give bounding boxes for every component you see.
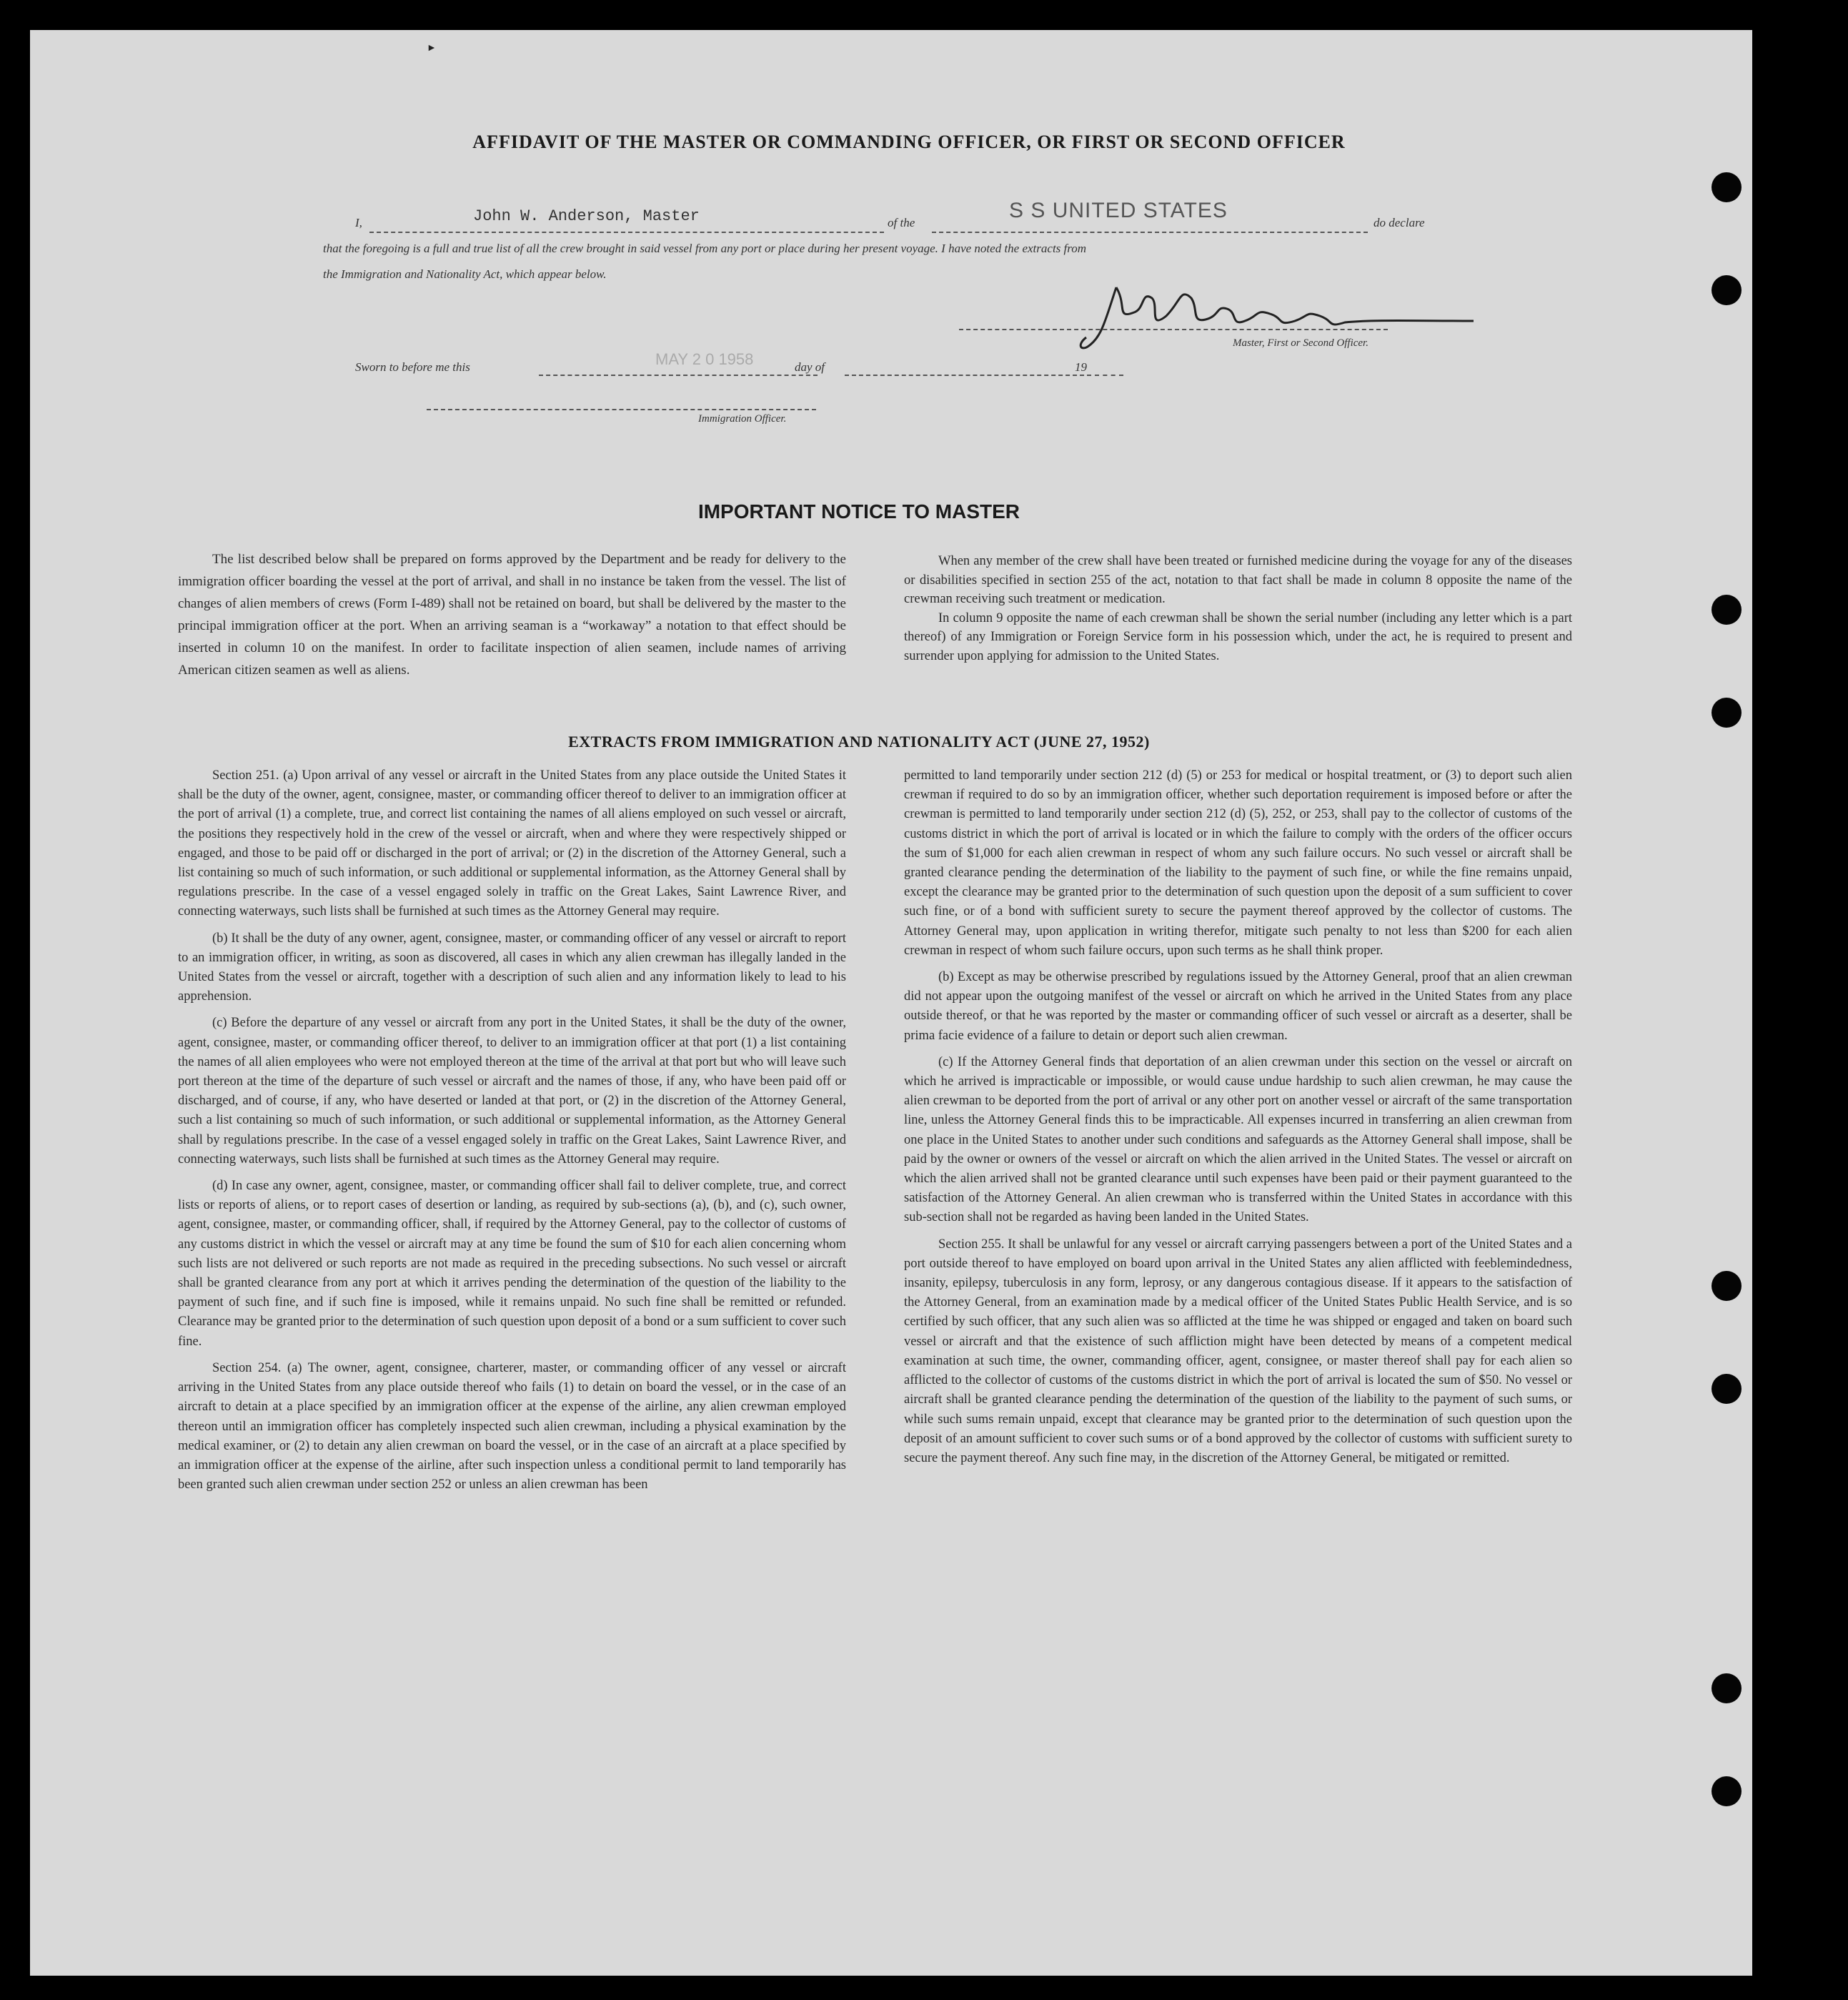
binder-hole [1712, 1776, 1742, 1806]
date-stamp: MAY 2 0 1958 [655, 350, 754, 368]
extracts-left-column [178, 766, 846, 1502]
binder-hole [1712, 1374, 1742, 1404]
declaration-mid: of the [888, 216, 915, 229]
vessel-name: S S UNITED STATES [1009, 199, 1228, 222]
binder-hole [1712, 275, 1742, 305]
sworn-prefix: Sworn to before me this [355, 360, 470, 374]
name-line [369, 232, 884, 233]
master-name: John W. Anderson, Master [473, 207, 700, 225]
section-254-a: Section 254. (a) The owner, agent, consignee, charterer, master, or commanding officer of any vessel or aircraft arriving in the United States from any place outside thereof who fails (1) to detain on board the vessel, or in the case of an aircraft to detain at a place specified by an immigration officer at the expense of the airline, any alien crewman employed thereon until an immigration officer has completely inspected such alien crewman, including a physical examination by the medical examiner, or (2) to detain any alien crewman on board the vessel, or in the case of an aircraft at a place specified by an immigration officer at the expense of the airline, after such inspection unless a conditional permit to land temporarily has been granted such alien crewman under section 252 or unless an alien crewman has been [178, 1360, 846, 1492]
binder-hole [1712, 172, 1742, 202]
section-251-c: (c) Before the departure of any vessel or aircraft from any port in the United States, it shall be the duty of the owner, agent, consignee, master, or commanding officer thereof, to deliver to an immigration officer at that port (1) a list containing the names of all alien employees who were not employed thereon at the time of the arrival at that port but who will leave such port thereon at the time of the departure of such vessel or aircraft and the names of those, if any, who have been paid off or discharged, and of course, if any, who have deserted or landed at that port, or (2) in the discretion of the Attorney General, such a list containing so much of such information, or such additional or supplemental information, as the Attorney General shall by regulations prescribe. In the case of a vessel engaged solely in traffic on the Great Lakes, Saint Lawrence River, and connecting waterways, such lists shall be furnished at such times as the Attorney General may require. [178, 1016, 846, 1167]
declaration-line3: the Immigration and Nationality Act, which appear below. [323, 267, 607, 281]
sworn-day: day of [795, 360, 825, 374]
extracts-right-column [904, 766, 1572, 1475]
vessel-line [932, 232, 1368, 233]
officer-line [427, 409, 816, 410]
sworn-month-line [845, 375, 1091, 376]
declaration-line2: that the foregoing is a full and true list of all the crew brought in said vessel from any port or place during her present voyage. I have noted the extracts from [323, 242, 1087, 255]
binder-hole [1712, 698, 1742, 728]
section-254-a-cont: permitted to land temporarily under section 212 (d) (5) or 253 for medical or hospital treatment, or (3) to deport such alien crewman if required to do so by an immigration officer, whether such deportation requirement is imposed before or after the crewman is permitted to land temporarily under section 212 (d) (5), 252, or 253, shall pay to the collector of customs of the customs district in which the port of arrival is located or in which the failure to comply with the orders of the officer occurs the sum of $1,000 for each alien crewman in respect of whom any such failure occurs. No such vessel or aircraft shall be granted clearance pending the determination of the liability to the payment of such fine, or while the fine remains unpaid, except the clearance may be granted prior to the determination of such question upon the deposit of a sum sufficient to cover such fine, or of a bond with sufficient surety to secure the payment thereof approved by the collector of customs. The Attorney General may, upon application in writing therefor, mitigate such penalty to not less than $200 for each alien crewman in respect of whom such failure occurs, upon such terms as he shall think proper. [904, 768, 1572, 958]
sworn-date-line [539, 375, 818, 376]
declaration-suffix: do declare [1373, 216, 1425, 229]
section-251-a: Section 251. (a) Upon arrival of any vessel or aircraft in the United States from any place outside the United States it shall be the duty of the owner, agent, consignee, master, or commanding officer thereof to deliver to an immigration officer at the port of arrival (1) a complete, true, and correct list containing the names of all aliens employed on such vessel or aircraft, the positions they respectively hold in the crew of the vessel or aircraft, when and where they were respectively shipped or engaged, and those to be paid off or discharged in the port of arrival; or (2) in the discretion of the Attorney General, such a list containing so much of such information, or such additional or supplemental information, as the Attorney General shall by regulations prescribe. In the case of a vessel engaged solely in traffic on the Great Lakes, Saint Lawrence River, and connecting waterways, such lists shall be furnished at such times as the Attorney General may require. [178, 768, 846, 919]
sworn-year-line [1095, 375, 1123, 376]
scan-mark: ► [427, 43, 437, 54]
section-255: Section 255. It shall be unlawful for any vessel or aircraft carrying passengers between a port of the United States and a port outside thereof to have employed on board upon arrival in the United States any alien afflicted with feeblemindedness, insanity, epilepsy, tuberculosis in any form, leprosy, or any dangerous contagious disease. If it appears to the satisfaction of the Attorney General, from an examination made by a medical officer of the United States Public Health Service, and is so certified by such officer, that any such alien was so afflicted at the time he was shipped or engaged and taken on board such vessel or aircraft and that the existence of such affliction might have been detected by means of a competent medical examination at such time, the owner, commanding officer, agent, consignee, or master thereof shall pay for each alien so afflicted to the collector of customs of the customs district in which the port of arrival is located the sum of $50. No vessel or aircraft shall be granted clearance pending the determination of the question of the liability to the payment of such sums, or while such sums remain unpaid, except that clearance may be granted prior to the determination of such question upon the deposit of an amount sufficient to cover such sums or of a bond approved by the collector of customs with sufficient surety to secure the payment thereof. Any such fine may, in the discretion of the Attorney General, be mitigated or remitted. [904, 1237, 1572, 1465]
extracts-title: EXTRACTS FROM IMMIGRATION AND NATIONALITY ACT (JUNE 27, 1952) [568, 733, 1150, 751]
affidavit-title: AFFIDAVIT OF THE MASTER OR COMMANDING OFFICER, OR FIRST OR SECOND OFFICER [472, 132, 1346, 152]
notice-title: IMPORTANT NOTICE TO MASTER [697, 500, 1020, 523]
officer-caption: Immigration Officer. [698, 413, 787, 425]
affidavit-page [30, 30, 1752, 1976]
section-254-b: (b) Except as may be otherwise prescribed by regulations issued by the Attorney General, proof that an alien crewman did not appear upon the outgoing manifest of the vessel or aircraft on which he arrived in the United States from any place outside thereof, or that he was reported by the master or commanding officer of such vessel or aircraft as a deserter, shall be prima facie evidence of a failure to detain or deport such alien crewman. [904, 970, 1572, 1043]
binder-hole [1712, 595, 1742, 625]
notice-right-text-2: In column 9 opposite the name of each crewman shall be shown the serial number (including any letter which is a part thereof) of any Immigration or Foreign Service form in his possession which, under the act, he is required to present and surrender upon applying for admission to the United States. [904, 610, 1572, 663]
binder-hole [1712, 1673, 1742, 1703]
section-251-d: (d) In case any owner, agent, consignee, master, or commanding officer shall fail to deliver complete, true, and correct lists or reports of aliens, or to report cases of desertion or landing, as required by sub-sections (a), (b), and (c), such owner, agent, consignee, master, or commanding officer, shall, if required by the Attorney General, pay to the collector of customs of any customs district in which the vessel or aircraft may at any time be found the sum of $10 for each alien concerning whom such lists are not delivered or such reports are not made as required in the preceding subsections. No such vessel or aircraft shall be granted clearance from any port at which it arrives pending the determination of the question of the liability to the payment of such fine, and if such fine is imposed, while it remains unpaid. No such fine shall be remitted or refunded. Clearance may be granted prior to the determination of such question upon deposit of a bond or a sum sufficient to cover such fine. [178, 1179, 846, 1349]
notice-left-column [178, 548, 846, 681]
notice-left-text: The list described below shall be prepared on forms approved by the Department and be ready for delivery to the immigration officer boarding the vessel at the port of arrival, and shall in no instance be taken from the vessel. The list of changes of alien members of crews (Form I-489) shall not be retained on board, but shall be delivered by the master to the principal immigration officer at the port. When an arriving seaman is a “workaway” a notation to that effect should be inserted in column 10 on the manifest. In order to facilitate inspection of alien seamen, include names of arriving American citizen seamen as well as aliens. [178, 552, 846, 678]
notice-right-column [904, 552, 1572, 665]
section-251-b: (b) It shall be the duty of any owner, agent, consignee, master, or commanding officer of any vessel or aircraft to report to an immigration officer, in writing, as soon as discovered, all cases in which any alien crewman has illegally landed in the United States from the vessel or aircraft, together with a description of such alien and any information likely to lead to his apprehension. [178, 931, 846, 1004]
declaration-prefix: I, [355, 216, 362, 229]
signature-caption: Master, First or Second Officer. [1233, 337, 1368, 349]
binder-hole [1712, 1271, 1742, 1301]
section-254-c: (c) If the Attorney General finds that deportation of an alien crewman under this section on the vessel or aircraft on which he arrived is impracticable or impossible, or would cause undue hardship to such alien crewman, he may cause the alien crewman to be deported from the port of arrival or any other port on another vessel or aircraft of the same transportation line, unless the Attorney General finds this to be impracticable. All expenses incurred in transferring an alien crewman from one place in the United States to another under such conditions and safeguards as the Attorney General shall impose, shall be paid by the owner or owners of the vessel or aircraft on which the alien arrived in the United States. The vessel or aircraft on which the alien arrived shall not be granted clearance until such expenses have been paid or their payment guaranteed to the satisfaction of the Attorney General. An alien crewman who is transferred within the United States in accordance with this sub-section shall not be regarded as having been landed in the United States. [904, 1054, 1572, 1225]
sworn-year: 19 [1075, 360, 1087, 374]
notice-right-text-1: When any member of the crew shall have been treated or furnished medicine during the voyage for any of the diseases or disabilities specified in section 255 of the act, notation to that fact shall be made in column 8 opposite the name of the crewman receiving such treatment or medication. [904, 554, 1572, 606]
